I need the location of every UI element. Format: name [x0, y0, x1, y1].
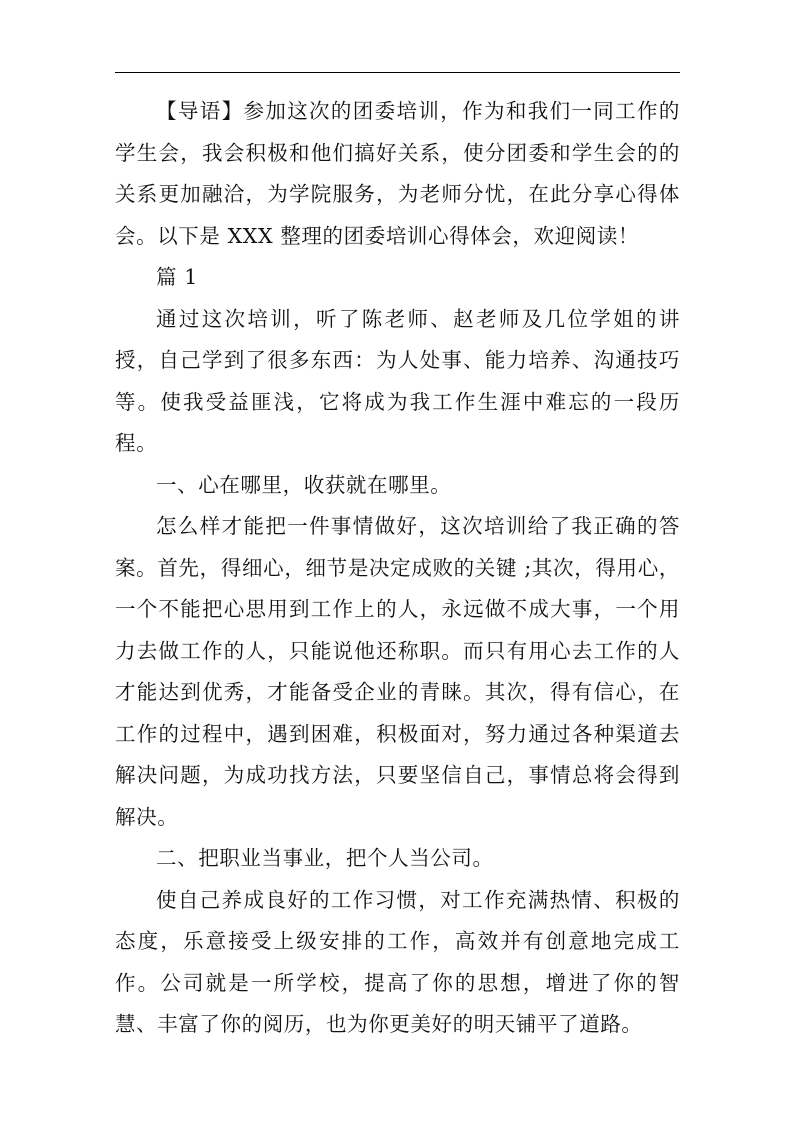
section-heading-2: 二、把职业当事业，把个人当公司。: [156, 846, 494, 870]
section-label: 篇 1: [156, 265, 198, 289]
body-paragraph: 怎么样才能把一件事情做好，这次培训给了我正确的答案。首先，得细心，细节是决定成败的关键 ;其次，得用心，一个不能把心思用到工作上的人，永远做不成大事，一个用力去做工作的人，只能说他还称职。而只有用心去工作的人才能达到优秀，才能备受企业的青睐。其次，得有信心，在工作的过程中，遇到困难，积极面对，努力通过各种渠道去解决问题，为成功找方法，只要坚信自己，事情总将会得到解决。: [115, 514, 680, 829]
body-paragraph: 通过这次培训，听了陈老师、赵老师及几位学姐的讲授，自己学到了很多东西：为人处事、能力培养、沟通技巧等。使我受益匪浅，它将成为我工作生涯中难忘的一段历程。: [115, 306, 680, 455]
body-paragraph: 使自己养成良好的工作习惯，对工作充满热情、积极的态度，乐意接受上级安排的工作，高效并有创意地完成工作。公司就是一所学校，提高了你的思想，增进了你的智慧、丰富了你的阅历，也为你更美好的明天铺平了道路。: [115, 887, 680, 1036]
header-rule: [115, 72, 680, 73]
document-body: [115, 91, 680, 1046]
intro-paragraph: 【导语】参加这次的团委培训，作为和我们一同工作的学生会，我会积极和他们搞好关系，使分团委和学生会的的关系更加融洽，为学院服务，为老师分忧，在此分享心得体会。以下是 XXX 整理的团委培训心得体会，欢迎阅读！: [115, 99, 680, 248]
section-heading-1: 一、心在哪里，收获就在哪里。: [156, 472, 452, 497]
